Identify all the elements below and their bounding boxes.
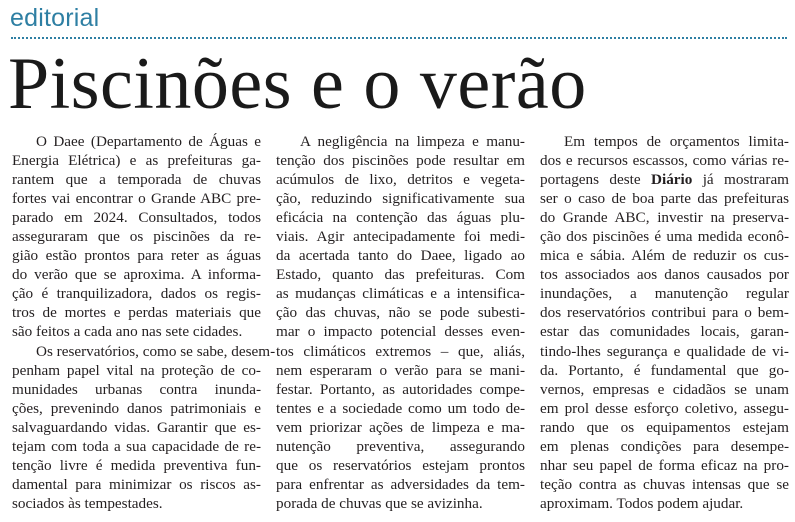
text-line: viais. Agir antecipadamente foi medi- [276, 228, 525, 246]
text-line: aproximam. Todos podem ajudar. [540, 494, 744, 512]
text-segment: já mostraram [692, 171, 789, 189]
text-line: eficácia na contenção das águas plu- [276, 209, 525, 227]
text-line: A negligência na limpeza e manu- [300, 133, 525, 150]
text-line: Estado, quanto das prefeituras. Com [276, 266, 525, 284]
text-line: estar das comunidades locais, garan- [540, 323, 789, 341]
text-line: vernos, empresas e cidadãos se unam [540, 380, 789, 398]
text-line: penham papel vital na proteção de co- [12, 361, 261, 379]
text-line: ção, reduzindo significativamente sua [276, 190, 525, 208]
section-label: editorial [10, 4, 100, 32]
text-line: mar o impacto potencial desses even- [276, 323, 525, 341]
column-1 [12, 132, 276, 520]
text-line: asseguraram que os piscinões da re- [12, 228, 261, 246]
column-3 [540, 132, 789, 520]
text-segment: portagens deste [540, 171, 651, 189]
text-line: nem esperaram o verão para se mani- [276, 361, 525, 379]
text-line: da acertada tanto do Daee, ligado ao [276, 247, 525, 265]
text-line: tejam com toda a sua capacidade de re- [12, 437, 261, 455]
text-line: rando que os equipamentos estejam [540, 418, 789, 436]
text-line: festar. Portanto, as autoridades compe- [276, 380, 525, 398]
text-line: Os reservatórios, como se sabe, desem- [36, 342, 276, 360]
text-line: nutenção preventiva, assegurando [276, 437, 525, 455]
text-line: porada de chuvas que se avizinha. [276, 494, 483, 512]
text-line: para enfrentar as adversidades da tem- [276, 475, 525, 493]
text-line: munidades urbanas contra inunda- [12, 380, 261, 398]
headline: Piscinões e o verão [8, 43, 587, 125]
text-line: salvaguardando vidas. Garantir que es- [12, 418, 261, 436]
text-line: damental para minimizar os riscos as- [12, 475, 261, 493]
text-line: rantem que a temporada de chuvas [12, 171, 261, 189]
text-line: tindo-lhes segurança e qualidade de vi- [540, 342, 789, 360]
text-line: do Grande ABC, investir na preserva- [540, 209, 789, 227]
text-line: inundações, a manutenção regular [540, 285, 789, 303]
text-line: mica e sábia. Além de reduzir os cus- [540, 247, 789, 265]
text-line: gião estão prontos para reter as águas [12, 247, 261, 265]
column-2 [276, 132, 525, 520]
article-body [12, 132, 789, 520]
text-line: fortes vai encontrar o Grande ABC pre- [12, 190, 261, 208]
text-line: ser o caso de boa parte das prefeituras [540, 190, 789, 208]
text-line: sociados às tempestades. [12, 494, 163, 512]
text-line: da. Portanto, é fundamental que go- [540, 361, 789, 379]
text-line: nhar seu papel de forma eficaz na pro- [540, 456, 789, 474]
text-line: O Daee (Departamento de Águas e [36, 133, 261, 150]
text-line: Energia Elétrica) e as prefeituras ga- [12, 152, 261, 170]
text-line: em plenas condições para desempe- [540, 437, 789, 455]
text-line: parado em 2024. Consultados, todos [12, 209, 261, 227]
text-line [540, 170, 789, 189]
text-line: do verão que se aproxima. A informa- [12, 266, 261, 284]
text-line: tos associados aos danos causados por [540, 266, 789, 284]
text-line: as mudanças climáticas e a intensifica- [276, 285, 525, 303]
text-line: que os reservatórios estejam prontos [276, 456, 525, 474]
text-line: tos climáticos extremos – que, aliás, [276, 342, 525, 360]
text-line: tros de mortes e perdas materiais que [12, 304, 261, 322]
text-line: tentes e a sociedade como um todo de- [276, 399, 525, 417]
text-line: dos reservatórios contribui para o bem- [540, 304, 789, 322]
text-line: são feitos a cada ano nas sete cidades. [12, 323, 243, 341]
newspaper-name: Diário [651, 171, 693, 189]
text-line: ção das chuvas, não se pode subesti- [276, 304, 525, 322]
text-line: Em tempos de orçamentos limita- [564, 133, 789, 150]
text-line: em prol desse esforço coletivo, assegu- [540, 399, 789, 417]
section-divider [11, 37, 787, 39]
text-line: ções, prevenindo danos patrimoniais e [12, 399, 261, 417]
text-line: ção dos piscinões é uma medida econô- [540, 228, 789, 246]
text-line: acúmulos de lixo, detritos e vegeta- [276, 171, 525, 189]
text-line: teção contra as chuvas intensas que se [540, 475, 789, 493]
text-line: dos e recursos escassos, como várias re- [540, 152, 789, 170]
text-line: tenção dos piscinões pode resultar em [276, 152, 525, 170]
text-line: tenção livre é medida preventiva fun- [12, 456, 261, 474]
text-line: ção é tranquilizadora, dados os regis- [12, 285, 261, 303]
text-line: vem priorizar ações de limpeza e ma- [276, 418, 525, 436]
